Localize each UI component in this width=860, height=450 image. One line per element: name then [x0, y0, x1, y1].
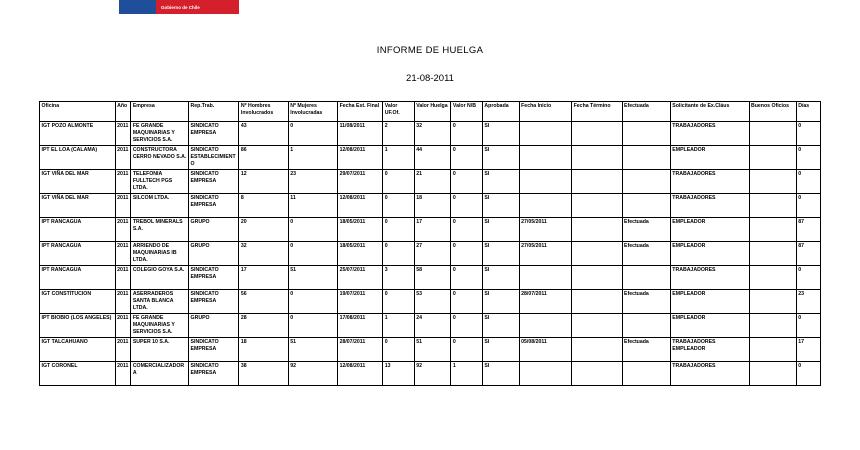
table-cell: 28/07/2011 — [338, 338, 383, 362]
table-cell: IGT CORONEL — [40, 362, 116, 386]
column-header: Rep.Trab. — [189, 102, 239, 122]
gobierno-logo — [119, 0, 239, 14]
table-cell: 17 — [796, 338, 820, 362]
table-cell: 27 — [414, 242, 451, 266]
column-header: Aprobada — [482, 102, 519, 122]
table-cell: 0 — [288, 242, 337, 266]
table-cell: 13 — [383, 362, 414, 386]
table-cell: 38 — [239, 362, 288, 386]
column-header: Fecha Inicio — [519, 102, 571, 122]
report-date: 21-08-2011 — [406, 73, 454, 84]
table-cell: 0 — [451, 170, 482, 194]
report-title: INFORME DE HUELGA — [376, 45, 484, 56]
table-cell — [572, 242, 622, 266]
table-cell: 05/08/2011 — [519, 338, 571, 362]
table-cell: 0 — [451, 242, 482, 266]
table-cell: 25/07/2011 — [338, 266, 383, 290]
table-cell: 24 — [414, 314, 451, 338]
table-cell: 86 — [239, 146, 288, 170]
table-cell: SINDICATO EMPRESA — [189, 362, 239, 386]
logo-blue-block — [119, 0, 156, 14]
table-cell: 2011 — [115, 122, 131, 146]
table-cell: 27/05/2011 — [519, 218, 571, 242]
table-cell: GRUPO — [189, 314, 239, 338]
table-cell: SI — [482, 218, 519, 242]
table-cell: 87 — [796, 218, 820, 242]
table-cell: SINDICATO EMPRESA — [189, 194, 239, 218]
table-cell: 0 — [383, 170, 414, 194]
table-cell: TELEFONIA FULLTECH PGS LTDA. — [131, 170, 189, 194]
table-cell: 0 — [451, 122, 482, 146]
table-cell: SI — [482, 338, 519, 362]
table-header-row — [40, 102, 821, 122]
table-cell: 0 — [383, 194, 414, 218]
table-cell: Efectuada — [622, 218, 670, 242]
table-cell: SI — [482, 242, 519, 266]
table-cell: ASERRADEROS SANTA BLANCA LTDA. — [131, 290, 189, 314]
table-cell — [572, 290, 622, 314]
table-cell: TRABAJADORES — [670, 170, 749, 194]
table-cell: IGT VIÑA DEL MAR — [40, 194, 116, 218]
table-cell: 0 — [383, 338, 414, 362]
table-cell: 0 — [451, 218, 482, 242]
table-cell: 51 — [288, 266, 337, 290]
table-cell: 0 — [383, 290, 414, 314]
table-cell: EMPLEADOR — [670, 146, 749, 170]
table-cell: 23 — [288, 170, 337, 194]
table-cell: 2011 — [115, 170, 131, 194]
table-cell — [749, 170, 796, 194]
table-cell — [749, 362, 796, 386]
table-cell: SI — [482, 266, 519, 290]
table-cell: 56 — [239, 290, 288, 314]
table-cell: IGT POZO ALMONTE — [40, 122, 116, 146]
table-cell: IGT CONSTITUCION — [40, 290, 116, 314]
table-cell: FE GRANDE MAQUINARIAS Y SERVICIOS S.A. — [131, 122, 189, 146]
table-cell: 8 — [239, 194, 288, 218]
column-header: Fecha Término — [572, 102, 622, 122]
table-row — [40, 122, 821, 146]
table-cell: 18 — [414, 194, 451, 218]
table-cell: Efectuada — [622, 242, 670, 266]
table-cell: 28/07/2011 — [519, 290, 571, 314]
table-cell — [519, 170, 571, 194]
table-cell: 0 — [451, 338, 482, 362]
table-cell: TRABAJADORES EMPLEADOR — [670, 338, 749, 362]
table-cell: 0 — [451, 314, 482, 338]
table-cell: 19/07/2011 — [338, 290, 383, 314]
table-cell: 51 — [414, 338, 451, 362]
table-cell: 0 — [288, 314, 337, 338]
table-cell: 3 — [383, 266, 414, 290]
table-cell: 43 — [239, 122, 288, 146]
strike-report-table — [39, 101, 821, 386]
table-body — [40, 122, 821, 386]
table-cell: Efectuada — [622, 338, 670, 362]
table-cell — [622, 146, 670, 170]
column-header: Solicitante de Ex.Cláus — [670, 102, 749, 122]
column-header: Valor Huelga — [414, 102, 451, 122]
table-cell — [519, 194, 571, 218]
table-cell: 0 — [796, 362, 820, 386]
table-cell: 44 — [414, 146, 451, 170]
table-cell: 0 — [288, 290, 337, 314]
table-cell: SINDICATO EMPRESA — [189, 338, 239, 362]
table-cell: 0 — [796, 194, 820, 218]
table-cell: SI — [482, 146, 519, 170]
table-cell: SINDICATO ESTABLECIMIENTO — [189, 146, 239, 170]
table-cell — [749, 290, 796, 314]
table-cell: CONSTRUCTORA CERRO NEVADO S.A. — [131, 146, 189, 170]
table-cell: 11 — [288, 194, 337, 218]
column-header: Efectuada — [622, 102, 670, 122]
table-cell: 2011 — [115, 218, 131, 242]
table-cell: 2011 — [115, 314, 131, 338]
table-cell: GRUPO — [189, 242, 239, 266]
table-cell: SI — [482, 170, 519, 194]
table-cell: EMPLEADOR — [670, 242, 749, 266]
table-cell: 0 — [288, 122, 337, 146]
table-cell: 21 — [414, 170, 451, 194]
table-cell: 2011 — [115, 194, 131, 218]
table-cell: GRUPO — [189, 218, 239, 242]
table-cell: EMPLEADOR — [670, 314, 749, 338]
table-cell: EMPLEADOR — [670, 290, 749, 314]
table-cell — [572, 194, 622, 218]
table-cell: SINDICATO EMPRESA — [189, 266, 239, 290]
table-cell: 28 — [239, 314, 288, 338]
table-row — [40, 194, 821, 218]
table-cell — [519, 362, 571, 386]
table-cell — [622, 266, 670, 290]
table-row — [40, 242, 821, 266]
table-cell — [519, 146, 571, 170]
table-cell — [519, 122, 571, 146]
table-cell: SINDICATO EMPRESA — [189, 170, 239, 194]
table-cell — [572, 170, 622, 194]
table-row — [40, 146, 821, 170]
table-cell — [622, 362, 670, 386]
table-cell: 11/08/2011 — [338, 122, 383, 146]
table-cell: 1 — [288, 146, 337, 170]
column-header: Días — [796, 102, 820, 122]
table-cell — [572, 122, 622, 146]
table-cell: 12 — [239, 170, 288, 194]
table-cell — [749, 338, 796, 362]
table-cell: 1 — [451, 362, 482, 386]
table-cell: 12/08/2011 — [338, 194, 383, 218]
table-cell: 17 — [414, 218, 451, 242]
table-cell: 0 — [796, 122, 820, 146]
table-cell: IGT VIÑA DEL MAR — [40, 170, 116, 194]
table-cell: IPT RANCAGUA — [40, 242, 116, 266]
table-cell: 2011 — [115, 338, 131, 362]
table-cell: 1 — [383, 314, 414, 338]
table-cell: 29/07/2011 — [338, 170, 383, 194]
table-cell: 18/05/2011 — [338, 242, 383, 266]
table-cell — [749, 122, 796, 146]
table-cell: TREBOL MINERALS S.A. — [131, 218, 189, 242]
table-cell — [749, 266, 796, 290]
table-cell: SI — [482, 362, 519, 386]
table-cell — [622, 314, 670, 338]
table-cell: 17/08/2011 — [338, 314, 383, 338]
table-cell: 32 — [414, 122, 451, 146]
table-cell: COLEGIO GOYA S.A. — [131, 266, 189, 290]
table-cell: 0 — [796, 266, 820, 290]
table-cell: 0 — [796, 170, 820, 194]
table-cell: 0 — [796, 314, 820, 338]
table-cell: 0 — [451, 266, 482, 290]
table-cell: EMPLEADOR — [670, 218, 749, 242]
table-cell: 18 — [239, 338, 288, 362]
table-cell — [749, 146, 796, 170]
table-cell — [519, 314, 571, 338]
table-cell: 18/05/2011 — [338, 218, 383, 242]
column-header: Empresa — [131, 102, 189, 122]
table-cell — [749, 194, 796, 218]
table-cell: 17 — [239, 266, 288, 290]
table-cell — [622, 122, 670, 146]
table-cell — [622, 194, 670, 218]
column-header: Oficina — [40, 102, 116, 122]
column-header: Año — [115, 102, 131, 122]
table-cell: 0 — [451, 290, 482, 314]
table-cell: SUPER 10 S.A. — [131, 338, 189, 362]
column-header: Fecha Est. Final — [338, 102, 383, 122]
table-cell — [572, 362, 622, 386]
table-cell — [572, 338, 622, 362]
logo-red-block — [156, 0, 239, 14]
table-cell: TRABAJADORES — [670, 194, 749, 218]
table-cell: TRABAJADORES — [670, 362, 749, 386]
table-cell: 23 — [796, 290, 820, 314]
table-cell: 2011 — [115, 266, 131, 290]
table-cell: 92 — [288, 362, 337, 386]
table-cell: SI — [482, 122, 519, 146]
table-cell: SI — [482, 194, 519, 218]
table-cell: SI — [482, 314, 519, 338]
table-cell: SI — [482, 290, 519, 314]
column-header: Valor N/B — [451, 102, 482, 122]
table-row — [40, 290, 821, 314]
table-cell: SINDICATO EMPRESA — [189, 122, 239, 146]
table-row — [40, 362, 821, 386]
table-cell — [572, 218, 622, 242]
table-cell: 53 — [414, 290, 451, 314]
table-cell — [622, 170, 670, 194]
table-cell: 2011 — [115, 362, 131, 386]
table-cell: 58 — [414, 266, 451, 290]
table-cell: IPT EL LOA (CALAMA) — [40, 146, 116, 170]
table-cell: FE GRANDE MAQUINARIAS Y SERVICIOS S.A. — [131, 314, 189, 338]
table-cell — [749, 218, 796, 242]
table-cell: 2011 — [115, 242, 131, 266]
table-cell: 0 — [383, 218, 414, 242]
table-cell: TRABAJADORES — [670, 266, 749, 290]
table-cell — [572, 146, 622, 170]
table-cell — [519, 266, 571, 290]
table-cell: 51 — [288, 338, 337, 362]
table-cell: 0 — [451, 146, 482, 170]
table-cell: IGT TALCAHUANO — [40, 338, 116, 362]
table-cell: 0 — [288, 218, 337, 242]
table-cell: ARRIENDO DE MAQUINARIAS IB LTDA. — [131, 242, 189, 266]
table-cell: 92 — [414, 362, 451, 386]
column-header: Nº Mujeres Involucradas — [288, 102, 337, 122]
table-cell: 32 — [239, 242, 288, 266]
table-cell: 12/08/2011 — [338, 146, 383, 170]
table-cell: 87 — [796, 242, 820, 266]
table-cell: Efectuada — [622, 290, 670, 314]
table-cell: COMERCIALIZADORA — [131, 362, 189, 386]
table-cell — [749, 242, 796, 266]
column-header: Valor UF.Of. — [383, 102, 414, 122]
table-row — [40, 170, 821, 194]
table-cell: SILCOM LTDA. — [131, 194, 189, 218]
table-row — [40, 314, 821, 338]
table-cell: IPT RANCAGUA — [40, 266, 116, 290]
table-cell: 2 — [383, 122, 414, 146]
table-row — [40, 218, 821, 242]
column-header: Buenos Oficios — [749, 102, 796, 122]
table-cell: IPT BIOBIO (LOS ANGELES) — [40, 314, 116, 338]
table-row — [40, 338, 821, 362]
table-cell — [572, 314, 622, 338]
column-header: Nº Hombres Involucrados — [239, 102, 288, 122]
table-cell — [572, 266, 622, 290]
table-cell: 1 — [383, 146, 414, 170]
table-cell: 12/08/2011 — [338, 362, 383, 386]
table-cell: 0 — [451, 194, 482, 218]
table-row — [40, 266, 821, 290]
table-cell — [749, 314, 796, 338]
table-cell: 0 — [796, 146, 820, 170]
table-cell: TRABAJADORES — [670, 122, 749, 146]
table-cell: 2011 — [115, 290, 131, 314]
table-cell: IPT RANCAGUA — [40, 218, 116, 242]
table-cell: 2011 — [115, 146, 131, 170]
table-cell: 27/05/2011 — [519, 242, 571, 266]
logo-text: Gobierno de Chile — [161, 4, 200, 10]
table-cell: SINDICATO EMPRESA — [189, 290, 239, 314]
table-cell: 20 — [239, 218, 288, 242]
table-cell: 0 — [383, 242, 414, 266]
